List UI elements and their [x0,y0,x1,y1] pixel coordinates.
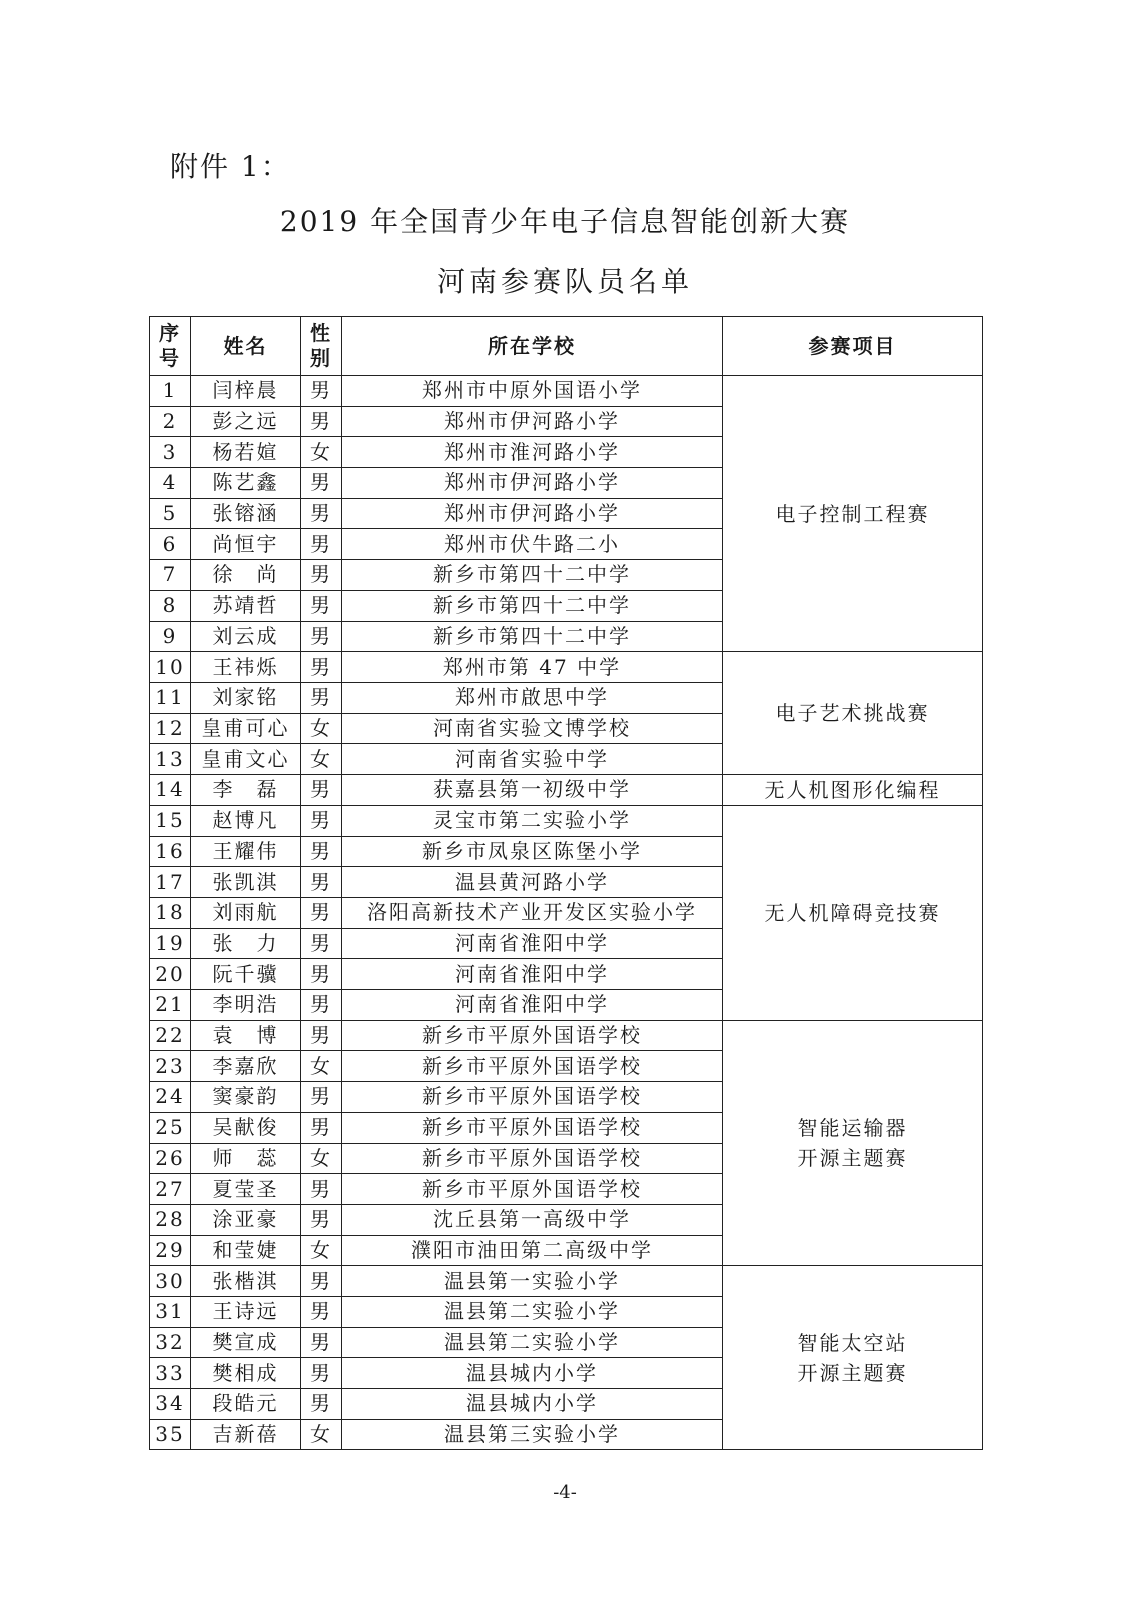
cell-name: 陈艺鑫 [191,468,301,499]
cell-name: 樊宣成 [191,1327,301,1358]
header-index-text: 序号 [159,321,181,370]
cell-index: 8 [150,590,191,621]
cell-gender: 男 [301,959,342,990]
cell-name: 闫梓晨 [191,376,301,407]
cell-school: 温县第一实验小学 [342,1266,723,1297]
cell-school: 温县第二实验小学 [342,1327,723,1358]
cell-name: 夏莹圣 [191,1174,301,1205]
event-line: 电子控制工程赛 [775,501,930,526]
cell-name: 皇甫文心 [191,744,301,775]
cell-index: 34 [150,1389,191,1420]
cell-name: 王耀伟 [191,836,301,867]
roster-table [149,316,983,1450]
cell-school: 沈丘县第一高级中学 [342,1204,723,1235]
cell-gender: 男 [301,1358,342,1389]
cell-gender: 男 [301,376,342,407]
cell-school: 温县黄河路小学 [342,867,723,898]
event-line: 开源主题赛 [797,1146,908,1170]
page-number: -4- [553,1482,577,1503]
cell-school: 郑州市啟思中学 [342,682,723,713]
cell-name: 刘雨航 [191,898,301,929]
cell-gender: 男 [301,805,342,836]
cell-school: 河南省淮阳中学 [342,990,723,1021]
cell-event [723,1266,983,1450]
roster-body [150,376,983,1450]
cell-school: 新乡市平原外国语学校 [342,1143,723,1174]
cell-name: 刘家铭 [191,682,301,713]
cell-name: 徐 尚 [191,560,301,591]
cell-index: 6 [150,529,191,560]
cell-name: 涂亚豪 [191,1204,301,1235]
cell-name: 李嘉欣 [191,1051,301,1082]
cell-gender: 男 [301,1204,342,1235]
cell-name: 王诗远 [191,1296,301,1327]
cell-gender: 男 [301,928,342,959]
cell-school: 新乡市第四十二中学 [342,621,723,652]
event-line: 电子艺术挑战赛 [775,701,930,726]
cell-index: 30 [150,1266,191,1297]
cell-index: 15 [150,805,191,836]
cell-gender: 女 [301,1235,342,1266]
cell-school: 郑州市伊河路小学 [342,498,723,529]
cell-gender: 女 [301,437,342,468]
cell-gender: 男 [301,898,342,929]
cell-name: 赵博凡 [191,805,301,836]
cell-school: 新乡市平原外国语学校 [342,1174,723,1205]
cell-name: 和莹婕 [191,1235,301,1266]
cell-gender: 男 [301,1266,342,1297]
cell-name: 尚恒宇 [191,529,301,560]
cell-index: 19 [150,928,191,959]
cell-gender: 男 [301,1389,342,1420]
cell-name: 王祎烁 [191,652,301,683]
cell-gender: 男 [301,990,342,1021]
cell-name: 李 磊 [191,774,301,805]
cell-index: 26 [150,1143,191,1174]
cell-school: 河南省实验文博学校 [342,713,723,744]
event-line: 无人机图形化编程 [764,777,941,802]
cell-gender: 男 [301,867,342,898]
cell-school: 河南省实验中学 [342,744,723,775]
cell-name: 皇甫可心 [191,713,301,744]
cell-index: 25 [150,1112,191,1143]
cell-index: 13 [150,744,191,775]
cell-name: 张楷淇 [191,1266,301,1297]
cell-school: 郑州市淮河路小学 [342,437,723,468]
header-gender-text: 性别 [310,321,332,370]
document-title: 2019 年全国青少年电子信息智能创新大赛 [279,205,851,238]
cell-name: 张凯淇 [191,867,301,898]
table-row [150,805,983,836]
cell-index: 23 [150,1051,191,1082]
cell-event [723,376,983,652]
cell-index: 7 [150,560,191,591]
cell-index: 3 [150,437,191,468]
cell-gender: 男 [301,1327,342,1358]
cell-gender: 男 [301,1082,342,1113]
cell-name: 苏靖哲 [191,590,301,621]
cell-gender: 男 [301,652,342,683]
cell-school: 新乡市第四十二中学 [342,590,723,621]
cell-school: 河南省淮阳中学 [342,959,723,990]
cell-index: 5 [150,498,191,529]
cell-name: 袁 博 [191,1020,301,1051]
cell-gender: 女 [301,713,342,744]
cell-index: 28 [150,1204,191,1235]
cell-name: 杨若媗 [191,437,301,468]
cell-gender: 男 [301,498,342,529]
cell-event [723,1020,983,1266]
cell-gender: 男 [301,560,342,591]
header-name: 姓名 [191,317,301,376]
table-row [150,1020,983,1051]
cell-index: 20 [150,959,191,990]
cell-gender: 男 [301,1112,342,1143]
cell-school: 温县第三实验小学 [342,1419,723,1450]
cell-index: 14 [150,774,191,805]
cell-school: 郑州市伏牛路二小 [342,529,723,560]
cell-gender: 男 [301,836,342,867]
document-subtitle: 河南参赛队员名单 [436,265,693,298]
cell-index: 17 [150,867,191,898]
event-line: 智能太空站 [797,1330,908,1355]
cell-gender: 女 [301,1143,342,1174]
header-index [150,317,191,376]
cell-school: 新乡市平原外国语学校 [342,1051,723,1082]
cell-index: 18 [150,898,191,929]
cell-school: 洛阳高新技术产业开发区实验小学 [342,898,723,929]
cell-index: 4 [150,468,191,499]
cell-name: 段皓元 [191,1389,301,1420]
cell-name: 李明浩 [191,990,301,1021]
cell-name: 刘云成 [191,621,301,652]
table-row [150,376,983,407]
cell-index: 27 [150,1174,191,1205]
event-line: 无人机障碍竞技赛 [764,900,941,925]
cell-index: 12 [150,713,191,744]
cell-index: 11 [150,682,191,713]
cell-index: 10 [150,652,191,683]
cell-school: 郑州市中原外国语小学 [342,376,723,407]
cell-gender: 男 [301,774,342,805]
cell-school: 郑州市第 47 中学 [342,652,723,683]
cell-name: 樊相成 [191,1358,301,1389]
cell-name: 彭之远 [191,406,301,437]
cell-gender: 男 [301,529,342,560]
cell-school: 灵宝市第二实验小学 [342,805,723,836]
cell-index: 2 [150,406,191,437]
cell-school: 郑州市伊河路小学 [342,468,723,499]
table-row [150,774,983,805]
cell-school: 新乡市平原外国语学校 [342,1020,723,1051]
cell-index: 32 [150,1327,191,1358]
cell-gender: 男 [301,468,342,499]
cell-event [723,652,983,775]
cell-index: 22 [150,1020,191,1051]
cell-school: 新乡市第四十二中学 [342,560,723,591]
cell-index: 35 [150,1419,191,1450]
cell-index: 24 [150,1082,191,1113]
cell-school: 温县城内小学 [342,1358,723,1389]
cell-index: 33 [150,1358,191,1389]
cell-school: 新乡市凤泉区陈堡小学 [342,836,723,867]
cell-school: 温县城内小学 [342,1389,723,1420]
cell-gender: 男 [301,1174,342,1205]
cell-gender: 男 [301,621,342,652]
cell-school: 新乡市平原外国语学校 [342,1082,723,1113]
cell-name: 阮千骥 [191,959,301,990]
cell-gender: 女 [301,1051,342,1082]
cell-school: 濮阳市油田第二高级中学 [342,1235,723,1266]
cell-index: 16 [150,836,191,867]
cell-index: 31 [150,1296,191,1327]
attachment-label: 附件 1： [170,150,291,183]
cell-index: 1 [150,376,191,407]
cell-gender: 男 [301,682,342,713]
cell-name: 张镕涵 [191,498,301,529]
cell-index: 29 [150,1235,191,1266]
cell-gender: 女 [301,1419,342,1450]
table-row [150,1266,983,1297]
event-line: 智能运输器 [797,1116,908,1140]
cell-gender: 男 [301,1296,342,1327]
cell-name: 窦豪韵 [191,1082,301,1113]
cell-school: 郑州市伊河路小学 [342,406,723,437]
cell-event [723,774,983,805]
cell-event [723,805,983,1020]
cell-gender: 男 [301,590,342,621]
cell-name: 吉新蓓 [191,1419,301,1450]
header-gender [301,317,342,376]
cell-name: 张 力 [191,928,301,959]
header-school: 所在学校 [342,317,723,376]
table-header-row [150,317,983,376]
cell-gender: 男 [301,406,342,437]
cell-school: 新乡市平原外国语学校 [342,1112,723,1143]
cell-school: 温县第二实验小学 [342,1296,723,1327]
cell-name: 吴献俊 [191,1112,301,1143]
event-line: 开源主题赛 [797,1360,908,1385]
table-row [150,652,983,683]
cell-index: 9 [150,621,191,652]
cell-gender: 女 [301,744,342,775]
cell-school: 河南省淮阳中学 [342,928,723,959]
cell-name: 师 蕊 [191,1143,301,1174]
cell-index: 21 [150,990,191,1021]
cell-school: 获嘉县第一初级中学 [342,774,723,805]
cell-gender: 男 [301,1020,342,1051]
header-event: 参赛项目 [723,317,983,376]
